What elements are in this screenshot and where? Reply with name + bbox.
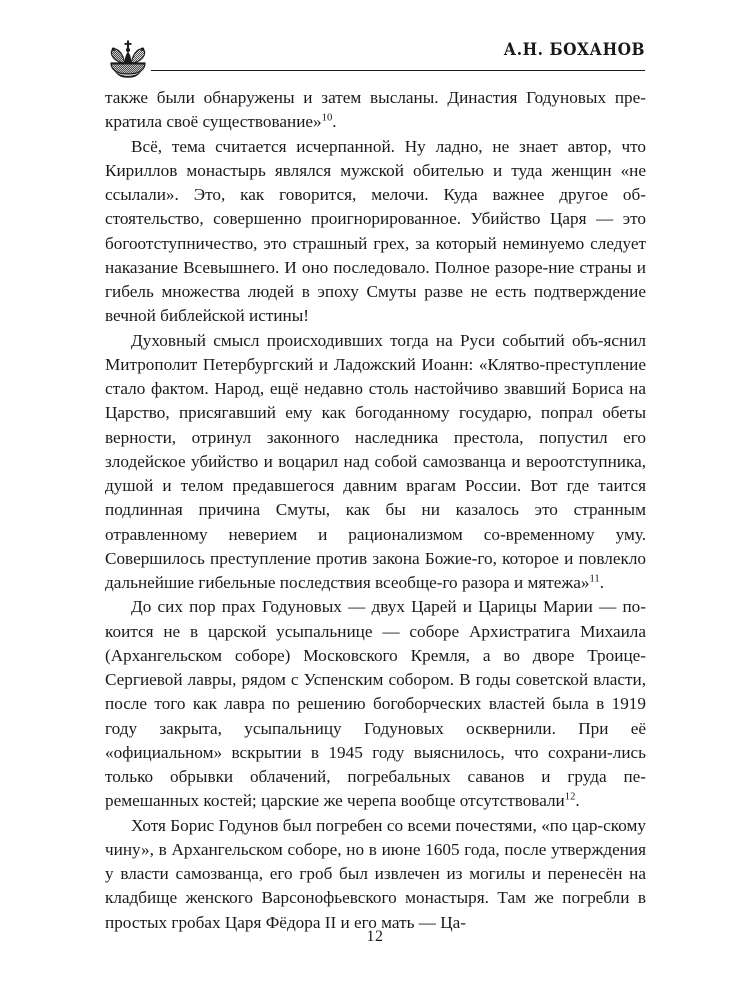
paragraph-text: также были обнаружены и затем высланы. Династия Годуновых пре-кратила своё существование» — [105, 88, 646, 132]
running-header — [105, 40, 645, 82]
page-number-folio — [0, 928, 750, 946]
header-author-name: А.Н. БОХАНОВ — [503, 40, 645, 59]
footnote-marker[interactable]: 11 — [589, 573, 600, 585]
paragraph-boris-burial — [105, 814, 646, 935]
paragraph-text: Всё, тема считается исчерпанной. Ну ладно, не знает автор, что Кириллов монастырь являлся мужской обителью и туда женщин «не ссылали». Это, как говорится, мелочи. Куда важнее другое об-стоятельство, совершенно проигнорированное. Убийство Царя — это богоотступничество, это страшный грех, за который неминуемо следует наказание Всевышнего. И оно последовало. Полное разоре-ние страны и гибель множества людей в эпоху Смуты разве не есть подтверждение вечной библейской истины! — [105, 136, 646, 326]
footnote-marker[interactable]: 10 — [321, 112, 333, 124]
paragraph-text: Хотя Борис Годунов был погребен со всеми почестями, «по цар-скому чину», в Архангельском соборе, но в июне 1605 года, после утверждения у власти самозванца, его гроб был извлечен из могилы и перенесён на кладбище женского Варсонофьевского монастыря. Там же погребли в простых гробах Царя Фёдора II и его мать — Ца- — [105, 815, 646, 932]
paragraph-theme-exhausted — [105, 135, 646, 329]
paragraph-text: Духовный смысл происходивших тогда на Руси событий объ-яснил Митрополит Петербургский и Ладожский Иоанн: «Клятво-преступление стало фактом. Народ, ещё недавно столь настойчиво звавший Бориса на Царство, присягавший ему как богоданному государю, попрал обеты верности, отринул законного наследника престола, попустил его злодейское убийство и воцарил над собой самозванца и вероотступника, душой и телом предавшегося давним врагам России. Вот где таится подлинная причина Смуты, как бы ни казалось это странным отравленному неверием и рационализмом со-временному уму. Совершилось преступление против закона Божие-го, которое и повлекло дальнейшие гибельные последствия всеобще-го разора и мятежа» — [105, 330, 646, 592]
imperial-crown-icon — [105, 40, 151, 78]
paragraph-godunov-remains — [105, 595, 646, 813]
paragraph-tail: . — [332, 112, 337, 132]
paragraph-tail: . — [599, 573, 605, 592]
header-rule-divider — [151, 70, 645, 71]
paragraph-tail: . — [575, 791, 580, 811]
paragraph-text: До сих пор прах Годуновых — двух Царей и Царицы Марии — по-коится не в царской усыпальнице — соборе Архистратига Михаила (Архангельском соборе) Московского Кремля, а во дворе Троице-Сергиевой лавры, рядом с Успенским собором. В годы советской власти, после того как лавра по решению богоборческих властей была в 1919 году закрыта, усыпальницу Годуновых осквернили. При её «официальном» вскрытии в 1945 году выяснилось, что сохрани-лись только обрывки облачений, погребальных саванов и груда пе-ремешанных костей; царские же черепа вообще отсутствовали — [105, 597, 646, 811]
paragraph-metropolitan-ioann — [105, 329, 646, 596]
body-text-column — [105, 86, 646, 935]
footnote-marker[interactable]: 12 — [564, 791, 576, 803]
page-number: 12 — [366, 928, 384, 945]
paragraph-continued-dynasty — [105, 86, 646, 135]
